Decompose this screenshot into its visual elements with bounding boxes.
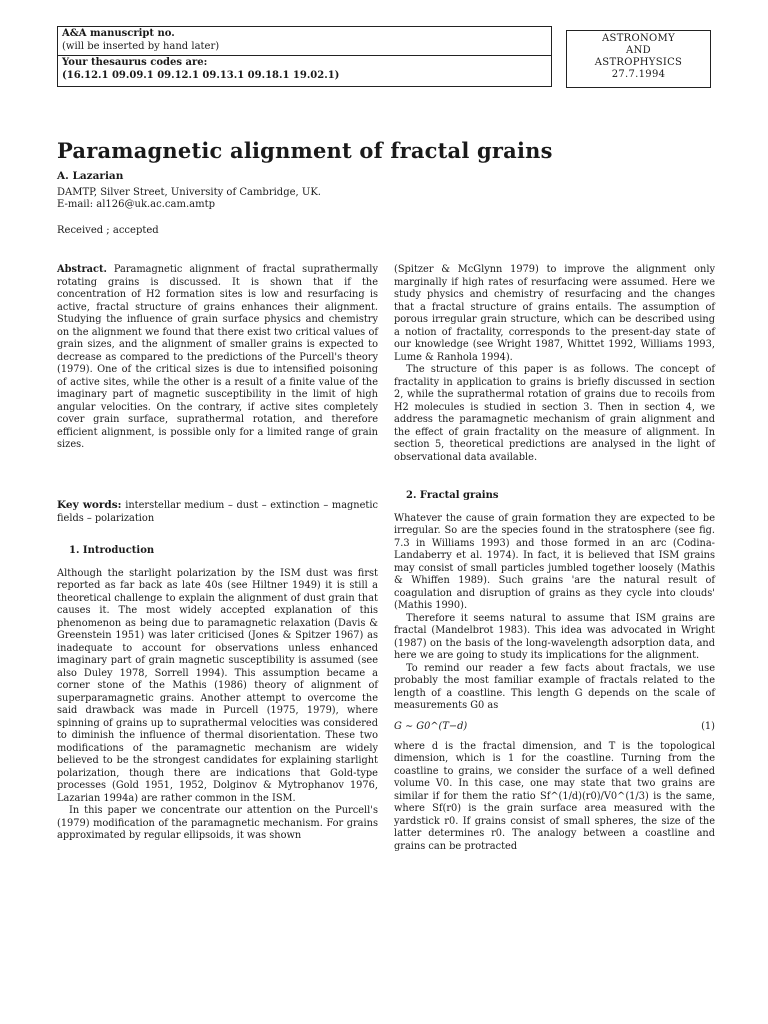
affiliation (57, 187, 321, 211)
fractal-paragraph-3: To remind our reader a few facts about fractals, we use probably the most familiar example of fractals related to the length of a coastline. This length G depends on the scale of measurements G0 as (394, 662, 715, 711)
intro-paragraph-3: (Spitzer & McGlynn 1979) to improve the alignment only marginally if high rates of resurfacing were assumed. Here we study physics and chemistry of resurfacing and the changes that a fractal structure of grains entails. The assumption of porous irregular grain structure, which can be described using a notion of fractality, corresponds to the present-day state of our knowledge (see Wright 1987, Whittet 1992, Williams 1993, Lume & Ranhola 1994). (394, 264, 715, 363)
abstract-text: Paramagnetic alignment of fractal suprathermally rotating grains is discussed. It is shown that if the concentration of H2 formation sites is low and resurfacing is active, fractal structure of grains enhances their alignment. Studying the influence of grain surface physics and chemistry on the alignment we found that there exist two critical values of grain sizes, and the alignment of smaller grains is expected to decrease as compared to the predictions of the Purcell's theory (1979). One of the critical sizes is due to intensified poisoning of active sites, while the other is a result of a finite value of the imaginary part of magnetic susceptibility in the limit of high angular velocities. On the contrary, if active sites completely cover grain surface, suprathermal rotation, and therefore efficient alignment, is possible only for a limited range of grain sizes. (57, 264, 378, 450)
section-heading-fractal-grains: 2. Fractal grains (406, 490, 499, 501)
fractal-paragraph-2: Therefore it seems natural to assume that ISM grains are fractal (Mandelbrot 1983). This idea was advocated in Wright (1987) on the basis of the long-wavelength adsorption data, and here we are going to study its implications for the alignment. (394, 612, 715, 661)
equation-number: (1) (701, 720, 715, 732)
equation-expression: G ∼ G0^(T−d) (394, 720, 468, 732)
fractal-paragraph-1: Whatever the cause of grain formation they are expected to be irregular. So are the species found in the stratosphere (see fig. 7.3 in Williams 1993) and those formed in an arc (Codina-Landaberry et al. 1974). In fact, it is believed that ISM grains may consist of small particles jumbled together loosely (Mathis & Whiffen 1989). Such grains 'are the natural result of coagulation and disruption of grains as they cycle into clouds' (Mathis 1990). (394, 512, 715, 611)
keywords-text: interstellar medium – dust – extinction – magnetic fields – polarization (57, 500, 378, 524)
intro-paragraph-2: In this paper we concentrate our attention on the Purcell's (1979) modification of the paramagnetic mechanism. For grains approximated by regular ellipsoids, it was shown (57, 805, 378, 841)
paper-title: Paramagnetic alignment of fractal grains (57, 138, 553, 163)
equation-1 (394, 721, 715, 735)
journal-line3: ASTROPHYSICS (594, 57, 683, 68)
thesaurus-label: Your thesaurus codes are: (62, 57, 208, 68)
manuscript-note: (will be inserted by hand later) (62, 41, 220, 52)
keywords-label: Key words: (57, 499, 122, 511)
affiliation-line: DAMTP, Silver Street, University of Cambridge, UK. (57, 187, 321, 198)
thesaurus-codes: (16.12.1 09.09.1 09.12.1 09.13.1 09.18.1 19.02.1) (62, 70, 340, 81)
journal-date: 27.7.1994 (611, 69, 666, 80)
manuscript-header-box (57, 26, 552, 87)
abstract-block (57, 264, 378, 452)
manuscript-line: A&A manuscript no. (62, 28, 175, 39)
keywords-paragraph (57, 499, 378, 525)
section1-left (57, 545, 378, 843)
keywords-block (57, 499, 378, 525)
section-heading-introduction: 1. Introduction (69, 545, 155, 556)
author-name: A. Lazarian (57, 170, 124, 182)
abstract-paragraph (57, 264, 378, 452)
section1-right (394, 264, 715, 464)
journal-line1: ASTRONOMY (602, 33, 675, 44)
section2-block (394, 490, 715, 853)
fractal-paragraph-4: where d is the fractal dimension, and T is the topological dimension, which is 1 for the coastline. Turning from the coastline to grains, we consider the surface of a well defined volume V0. In this case, one may state that two grains are similar if for them the ratio Sf^(1/d)(r0)/V0^(1/3) is the same, where Sf(r0) is the grain surface area measured with the yardstick r0. If grains consist of small spheres, the size of the latter determines r0. The analogy between a coastline and grains can be protracted (394, 740, 715, 852)
email-line: E-mail: al126@uk.ac.cam.amtp (57, 199, 216, 210)
journal-box (566, 30, 711, 88)
intro-paragraph-4: The structure of this paper is as follows. The concept of fractality in application to grains is briefly discussed in section 2, while the suprathermal rotation of grains due to recoils from H2 molecules is studied in section 3. Then in section 4, we address the paramagnetic mechanism of grain alignment and the effect of grain fractality on the measure of alignment. In section 5, theoretical predictions are analysed in the light of observational data available. (394, 364, 715, 463)
received-line: Received ; accepted (57, 225, 159, 236)
intro-paragraph-1: Although the starlight polarization by the ISM dust was first reported as far back as late 40s (see Hiltner 1949) it is still a theoretical challenge to explain the alignment of dust grain that causes it. The most widely accepted explanation of this phenomenon as being due to paramagnetic relaxation (Davis & Greenstein 1951) was later criticised (Jones & Spitzer 1967) as inadequate to account for observations unless enhanced imaginary part of grain magnetic susceptibility is assumed (see also Duley 1978, Sorrell 1994). This assumption became a corner stone of the Mathis (1986) theory of alignment of superparamagnetic grains. Another attempt to overcome the said drawback was made in Purcell (1975, 1979), where spinning of grains up to suprathermal velocities was considered to diminish the influence of thermal disorientation. These two modifications of the paramagnetic mechanism are widely believed to be the strongest candidates for explaining starlight polarization, though there are indications that Gold-type processes (Gold 1951, 1952, Dolginov & Mytrophanov 1976, Lazarian 1994a) are rather common in the ISM. (57, 567, 378, 804)
journal-line2: AND (626, 45, 651, 56)
abstract-label: Abstract. (57, 264, 107, 275)
